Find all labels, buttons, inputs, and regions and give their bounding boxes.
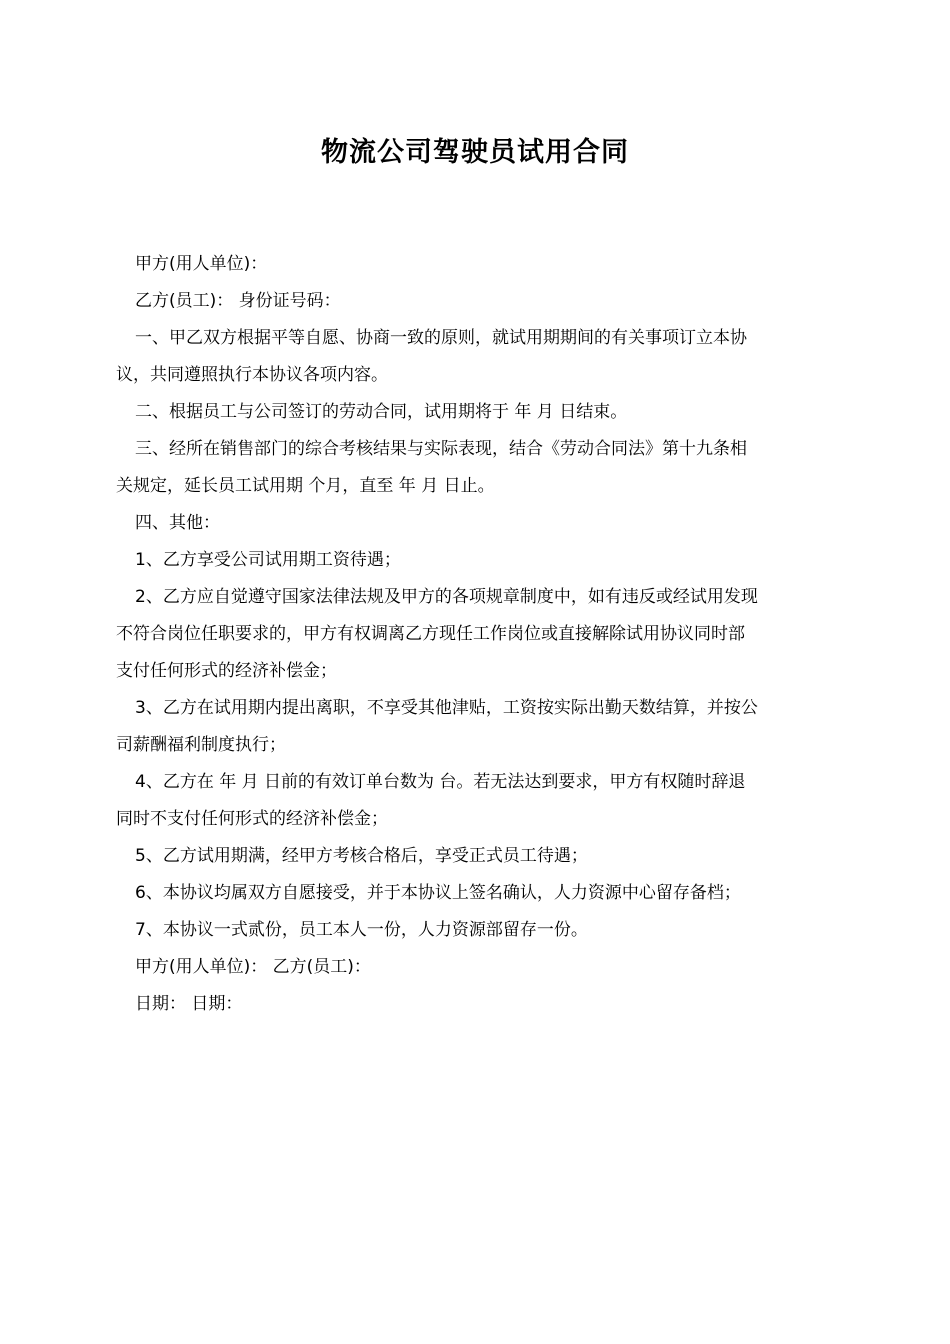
date-line: 日期： 日期： [135,994,243,1014]
clause-1-line-1: 一、甲乙双方根据平等自愿、协商一致的原则，就试用期期间的有关事项订立本协 [135,328,747,348]
signature-line: 甲方(用人单位)： 乙方(员工)： [135,957,371,977]
item-3-line-1: 3、乙方在试用期内提出离职，不享受其他津贴，工资按实际出勤天数结算，并按公 [135,698,758,718]
item-2-line-2: 不符合岗位任职要求的，甲方有权调离乙方现任工作岗位或直接解除试用协议同时部 [116,624,745,644]
item-4-line-1: 4、乙方在 年 月 日前的有效订单台数为 台。若无法达到要求，甲方有权随时辞退 [135,772,746,792]
clause-3 [116,431,838,505]
item-7: 7、本协议一式贰份，员工本人一份，人力资源部留存一份。 [135,920,588,940]
clause-2: 二、根据员工与公司签订的劳动合同，试用期将于 年 月 日结束。 [135,402,628,422]
clause-3-line-1: 三、经所在销售部门的综合考核结果与实际表现，结合《劳动合同法》第十九条相 [135,439,747,459]
clause-3-line-2: 关规定，延长员工试用期 个月，直至 年 月 日止。 [116,476,495,496]
party-a-line: 甲方(用人单位)： [135,254,268,274]
clause-4-heading: 四、其他： [135,513,220,533]
clause-1-line-2: 议，共同遵照执行本协议各项内容。 [116,365,388,385]
item-3 [116,690,838,764]
item-4 [116,764,838,838]
item-2 [116,579,838,690]
item-5: 5、乙方试用期满，经甲方考核合格后，享受正式员工待遇； [135,846,588,866]
item-3-line-2: 司薪酬福利制度执行； [116,735,286,755]
document-body [116,246,838,1023]
party-b-line: 乙方(员工)： 身份证号码： [135,291,341,311]
item-4-line-2: 同时不支付任何形式的经济补偿金； [116,809,388,829]
item-6: 6、本协议均属双方自愿接受，并于本协议上签名确认，人力资源中心留存备档； [135,883,741,903]
item-2-line-3: 支付任何形式的经济补偿金； [116,661,337,681]
item-2-line-1: 2、乙方应自觉遵守国家法律法规及甲方的各项规章制度中，如有违反或经试用发现 [135,587,758,607]
item-1: 1、乙方享受公司试用期工资待遇； [135,550,401,570]
document-title: 物流公司驾驶员试用合同 [321,137,629,168]
clause-1 [116,320,838,394]
